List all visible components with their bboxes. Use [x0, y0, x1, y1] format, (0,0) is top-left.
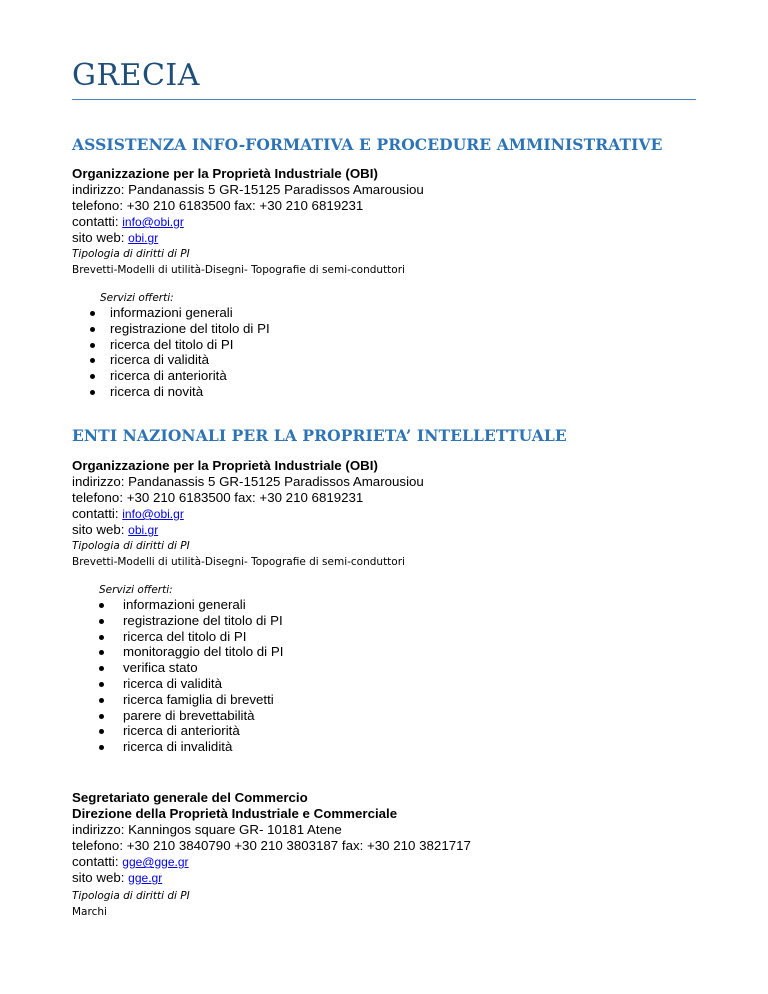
service-label: ricerca di anteriorità [110, 368, 227, 384]
service-label: ricerca di validità [123, 675, 223, 691]
org-address: indirizzo: Pandanassis 5 GR-15125 Paradissos Amarousiou [72, 182, 424, 197]
org-phone: telefono: +30 210 3840790 +30 210 3803187 fax: +30 210 3821717 [72, 838, 471, 853]
service-item [90, 352, 730, 368]
service-item [99, 692, 739, 708]
bullet-icon [99, 714, 104, 719]
service-label: parere di brevettabilità [123, 707, 255, 723]
contact-label: contatti: [72, 506, 123, 521]
service-label: ricerca del titolo di PI [110, 336, 234, 352]
contact-label: contatti: [72, 854, 123, 869]
bullet-icon [99, 635, 104, 640]
service-item [90, 305, 730, 321]
services-label-1: Servizi offerti: [100, 292, 174, 304]
org-name: Organizzazione per la Proprietà Industriale (OBI) [72, 458, 378, 473]
bullet-icon [99, 650, 104, 655]
service-label: informazioni generali [110, 305, 233, 320]
contact-email-link[interactable]: gge@gge.gr [122, 855, 189, 869]
bullet-icon [90, 343, 95, 348]
service-label: ricerca famiglia di brevetti [123, 691, 274, 707]
website-link[interactable]: obi.gr [128, 231, 159, 245]
service-item [90, 384, 730, 400]
org-block-gge [72, 790, 712, 886]
rights-label: Tipologia di diritti di PI [72, 248, 190, 260]
org-block-obi-1 [72, 166, 712, 278]
bullet-icon [99, 682, 104, 687]
bullet-icon [99, 698, 104, 703]
services-label-2: Servizi offerti: [99, 584, 173, 596]
rights-value: Brevetti-Modelli di utilità-Disegni- Topografie di semi-conduttori [72, 264, 405, 276]
services-list-1 [90, 305, 730, 400]
org-phone: telefono: +30 210 6183500 fax: +30 210 6819231 [72, 198, 364, 213]
org-name: Organizzazione per la Proprietà Industriale (OBI) [72, 166, 378, 181]
org-name-2: Direzione della Proprietà Industriale e Commerciale [72, 806, 398, 821]
service-label: ricerca di validità [110, 352, 210, 368]
website-link[interactable]: gge.gr [128, 871, 163, 885]
rights-label: Tipologia di diritti di PI [72, 540, 190, 552]
service-item [99, 644, 739, 660]
bullet-icon [90, 358, 95, 363]
title-divider [72, 99, 696, 100]
web-label: sito web: [72, 522, 129, 537]
bullet-icon [90, 374, 95, 379]
org-phone: telefono: +30 210 6183500 fax: +30 210 6819231 [72, 490, 364, 505]
service-item [99, 739, 739, 755]
contact-label: contatti: [72, 214, 123, 229]
service-label: ricerca di invalidità [123, 739, 233, 755]
bullet-icon [90, 327, 95, 332]
service-item [90, 368, 730, 384]
rights-value: Marchi [72, 906, 107, 918]
rights-value: Brevetti-Modelli di utilità-Disegni- Topografie di semi-conduttori [72, 556, 405, 568]
bullet-icon [90, 311, 95, 316]
bullet-icon [90, 390, 95, 395]
service-label: informazioni generali [123, 597, 246, 612]
section-heading-enti: ENTI NAZIONALI PER LA PROPRIETA’ INTELLETTUALE [72, 426, 567, 445]
service-item [99, 660, 739, 676]
service-label: ricerca di anteriorità [123, 723, 240, 739]
page-title: GRECIA [72, 58, 200, 93]
service-item [99, 723, 739, 739]
service-item [99, 708, 739, 724]
bullet-icon [99, 729, 104, 734]
service-label: ricerca di novità [110, 383, 204, 399]
bullet-icon [99, 666, 104, 671]
bullet-icon [99, 619, 104, 624]
service-label: verifica stato [123, 660, 198, 676]
org-name-1: Segretariato generale del Commercio [72, 790, 308, 805]
rights-label: Tipologia di diritti di PI [72, 890, 190, 902]
bullet-icon [99, 745, 104, 750]
service-item [99, 676, 739, 692]
service-label: ricerca del titolo di PI [123, 628, 247, 644]
service-item [90, 337, 730, 353]
service-item [99, 613, 739, 629]
org-address: indirizzo: Pandanassis 5 GR-15125 Paradissos Amarousiou [72, 474, 424, 489]
section-heading-assistenza: ASSISTENZA INFO-FORMATIVA E PROCEDURE AMMINISTRATIVE [72, 135, 663, 154]
service-label: registrazione del titolo di PI [123, 612, 283, 628]
rights-block-gge [72, 888, 712, 920]
service-item [99, 597, 739, 613]
service-item [90, 321, 730, 337]
org-address: indirizzo: Kanningos square GR- 10181 Atene [72, 822, 342, 837]
bullet-icon [99, 603, 104, 608]
contact-email-link[interactable]: info@obi.gr [122, 507, 184, 521]
service-label: registrazione del titolo di PI [110, 320, 270, 336]
org-block-obi-2 [72, 458, 712, 570]
contact-email-link[interactable]: info@obi.gr [122, 215, 184, 229]
service-label: monitoraggio del titolo di PI [123, 644, 284, 660]
website-link[interactable]: obi.gr [128, 523, 159, 537]
service-item [99, 629, 739, 645]
web-label: sito web: [72, 870, 129, 885]
web-label: sito web: [72, 230, 129, 245]
services-list-2 [99, 597, 739, 755]
